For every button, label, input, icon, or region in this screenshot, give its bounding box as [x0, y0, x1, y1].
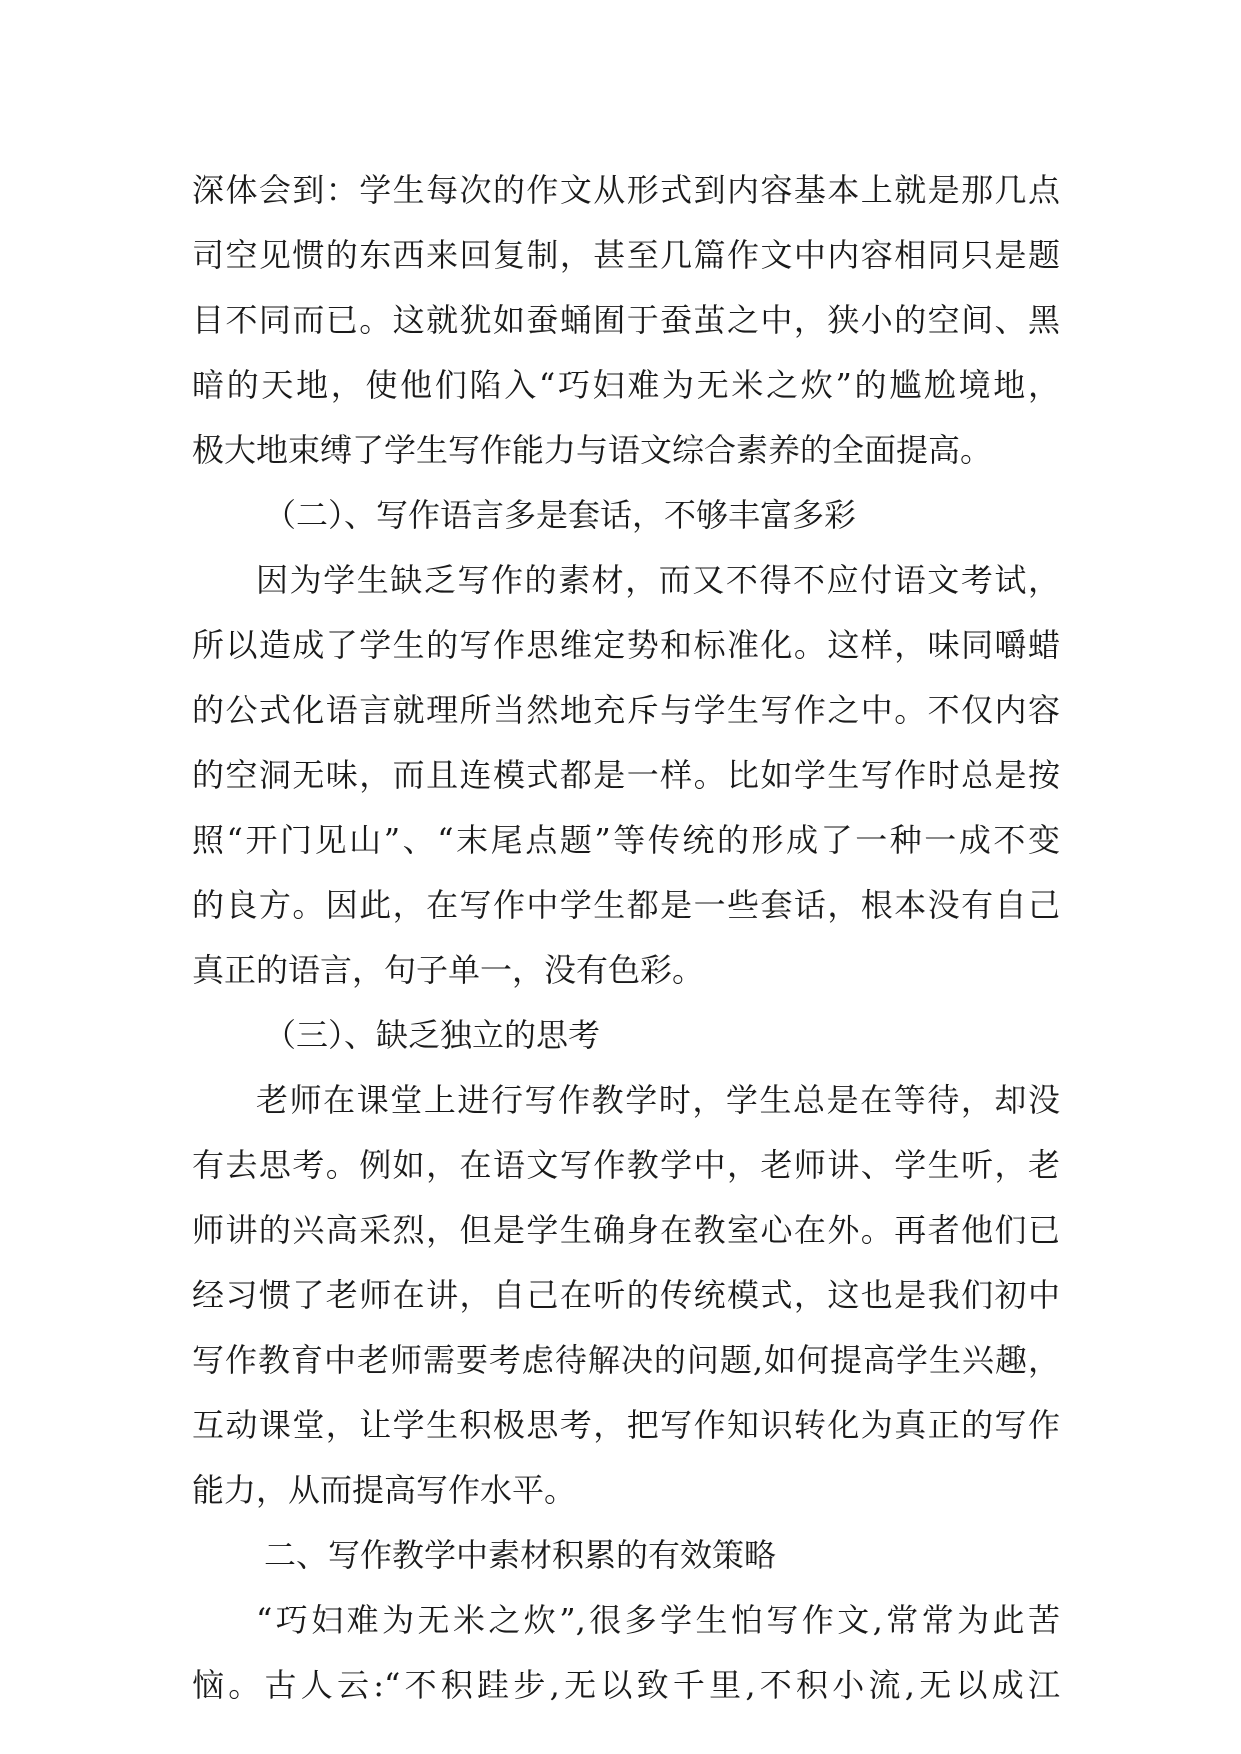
text-line: 互动课堂，让学生积极思考，把写作知识转化为真正的写作 — [192, 1406, 1060, 1444]
section-heading: 二、写作教学中素材积累的有效策略 — [264, 1536, 777, 1574]
text-line: 目不同而已。这就犹如蚕蛹囿于蚕茧之中，狭小的空间、黑 — [192, 301, 1060, 339]
text-line: 的空洞无味，而且连模式都是一样。比如学生写作时总是按 — [192, 756, 1060, 794]
text-line: 恼。古人云:“不积跬步,无以致千里,不积小流,无以成江 — [192, 1666, 1060, 1704]
text-line: 师讲的兴高采烈，但是学生确身在教室心在外。再者他们已 — [192, 1211, 1060, 1249]
text-line: 照“开门见山”、“末尾点题”等传统的形成了一种一成不变 — [192, 821, 1060, 859]
text-line: 极大地束缚了学生写作能力与语文综合素养的全面提高。 — [192, 431, 993, 469]
text-line: 能力，从而提高写作水平。 — [192, 1471, 577, 1509]
text-line: 写作教育中老师需要考虑待解决的问题,如何提高学生兴趣， — [192, 1341, 1060, 1379]
text-line: 暗的天地，使他们陷入“巧妇难为无米之炊”的尴尬境地， — [192, 366, 1060, 404]
text-line: 的公式化语言就理所当然地充斥与学生写作之中。不仅内容 — [192, 691, 1060, 729]
text-line: 经习惯了老师在讲，自己在听的传统模式，这也是我们初中 — [192, 1276, 1060, 1314]
text-line: 所以造成了学生的写作思维定势和标准化。这样，味同嚼蜡 — [192, 626, 1060, 664]
text-line: 深体会到：学生每次的作文从形式到内容基本上就是那几点 — [192, 171, 1060, 209]
text-line: “巧妇难为无米之炊”,很多学生怕写作文,常常为此苦 — [256, 1601, 1060, 1639]
section-heading: （二）、写作语言多是套话，不够丰富多彩 — [264, 496, 857, 534]
text-line: 真正的语言，句子单一，没有色彩。 — [192, 951, 705, 989]
text-line: 司空见惯的东西来回复制，甚至几篇作文中内容相同只是题 — [192, 236, 1060, 274]
text-line: 的良方。因此，在写作中学生都是一些套话，根本没有自己 — [192, 886, 1060, 924]
text-line: 因为学生缺乏写作的素材，而又不得不应付语文考试， — [256, 561, 1060, 599]
section-heading: （三）、缺乏独立的思考 — [264, 1016, 601, 1054]
text-line: 老师在课堂上进行写作教学时，学生总是在等待，却没 — [256, 1081, 1060, 1119]
text-line: 有去思考。例如，在语文写作教学中，老师讲、学生听，老 — [192, 1146, 1060, 1184]
body-text — [192, 158, 1060, 1718]
